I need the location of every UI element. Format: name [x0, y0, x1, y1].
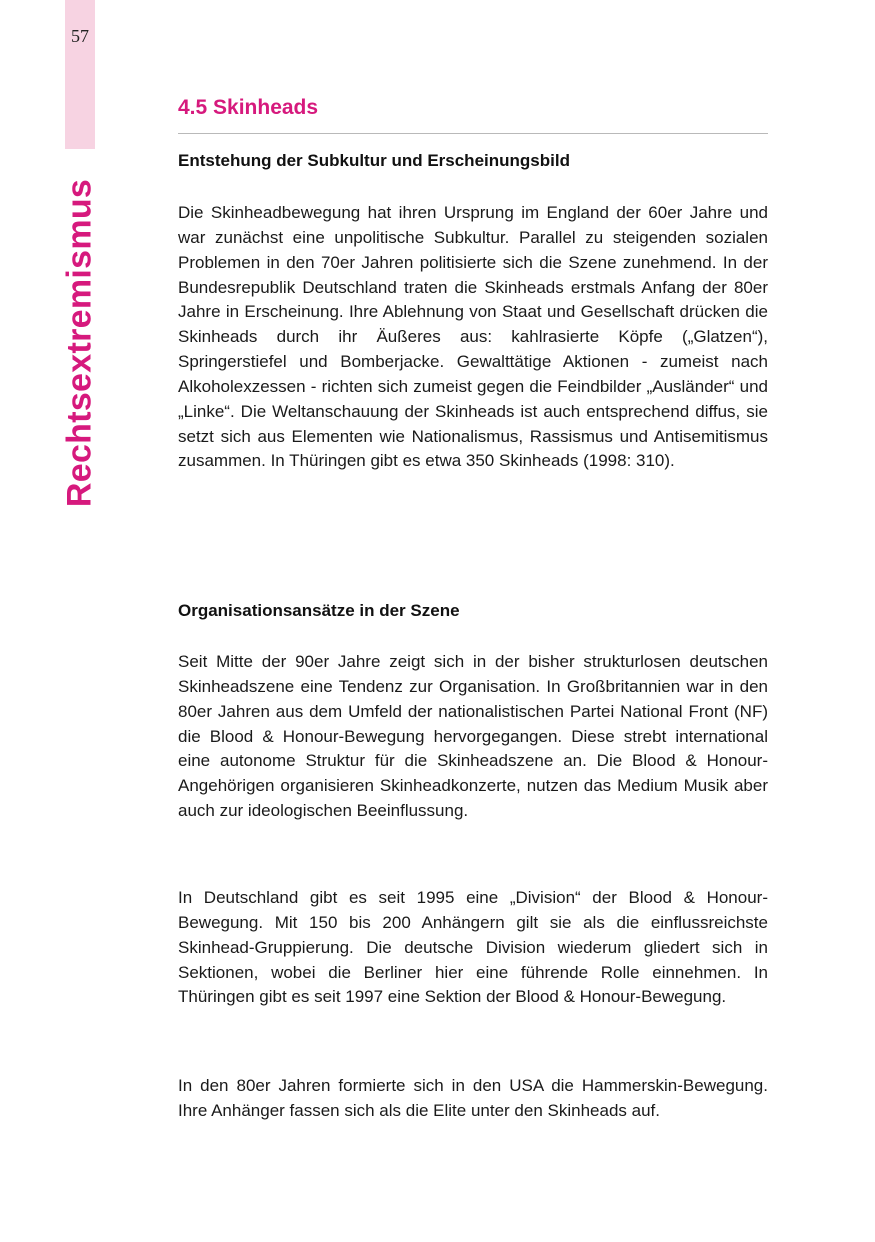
body-paragraph: Seit Mitte der 90er Jahre zeigt sich in der bisher strukturlosen deutschen Skinheadszene eine Tendenz zur Organisation. In Großbritannien war in den 80er Jahren aus dem Umfeld der nationalistischen Partei National Front (NF) die Blood & Honour-Bewegung hervorgegangen. Diese strebt international eine autonome Struktur für die Skinheadszene an. Die Blood & Honour-Angehörigen organisieren Skinheadkonzerte, nutzen das Medium Musik aber auch zur ideologischen Beeinflussung.	[178, 652, 768, 821]
subsection-heading: Organisationsansätze in der Szene	[178, 601, 460, 620]
chapter-side-title: Rechtsextremismus	[60, 178, 99, 508]
body-paragraph: In Deutschland gibt es seit 1995 eine „Division“ der Blood & Honour-Bewegung. Mit 150 bis 200 Anhängern gilt sie als die einflussreichste Skinhead-Gruppierung. Die deutsche Division wiederum gliedert sich in Sektionen, wobei die Berliner hier eine führende Rolle einnehmen. In Thüringen gibt es seit 1997 eine Sektion der Blood & Honour-Bewegung.	[178, 888, 768, 1007]
body-paragraph: Die Skinheadbewegung hat ihren Ursprung im England der 60er Jahre und war zunächst eine unpolitische Subkultur. Parallel zu steigenden sozialen Problemen in den 70er Jahren politisierte sich die Szene zunehmend. In der Bundesrepublik Deutschland traten die Skinheads erstmals Anfang der 80er Jahre in Erscheinung. Ihre Ablehnung von Staat und Gesellschaft drücken die Skinheads durch ihr Äußeres aus: kahlrasierte Köpfe („Glatzen“), Springerstiefel und Bomberjacke. Gewalttätige Aktionen - zumeist nach Alkoholexzessen - richten sich zumeist gegen die Feindbilder „Ausländer“ und „Linke“. Die Weltanschauung der Skinheads ist auch entsprechend diffus, sie setzt sich aus Elementen wie Nationalismus, Rassismus und Antisemitismus zusammen. In Thüringen gibt es etwa 350 Skinheads (1998: 310).	[178, 203, 768, 471]
section-title: 4.5 Skinheads	[178, 96, 319, 119]
subsection-heading: Entstehung der Subkultur und Erscheinungsbild	[178, 151, 570, 170]
title-divider	[178, 133, 768, 134]
page-number: 57	[71, 26, 89, 46]
body-paragraph: In den 80er Jahren formierte sich in den USA die Hammerskin-Bewegung. Ihre Anhänger fassen sich als die Elite unter den Skinheads auf.	[178, 1076, 768, 1120]
page-number-tab	[65, 0, 95, 149]
